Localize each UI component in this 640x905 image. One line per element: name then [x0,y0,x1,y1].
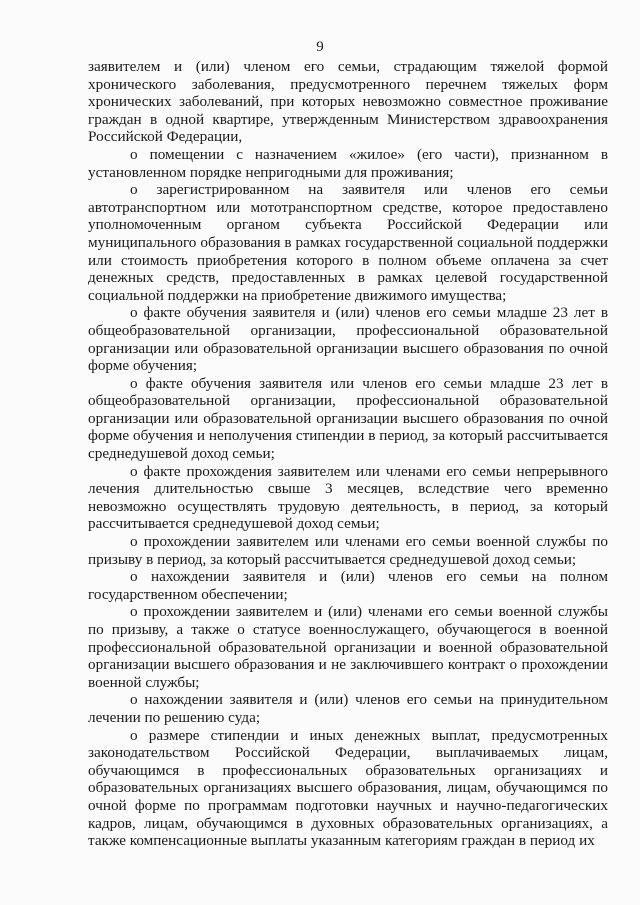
paragraph-conscript-service: о прохождении заявителем или членами его семьи военной службы по призыву в период, за который рассчитывается среднедушевой доход семьи; [88,533,608,568]
document-body [88,58,608,850]
paragraph-continuous-treatment: о факте прохождения заявителем или членами его семьи непрерывного лечения длительностью свыше 3 месяцев, вследствие чего временно невозможно осуществлять трудовую деятельность, в период, за который рассчитывается среднедушевой доход семьи; [88,462,608,533]
paragraph-stipend-amount: о размере стипендии и иных денежных выплат, предусмотренных законодательством Российской Федерации, выплачиваемых лицам, обучающимся в профессиональных образовательных организациях и образовательных организациях высшего образования, лицам, обучающимся по очной форме по программам подготовки научных и научно-педагогических кадров, лицам, обучающимся в духовных образовательных организациях, а также компенсационные выплаты указанным категориям граждан в период их [88,726,608,850]
paragraph-full-time-study: о факте обучения заявителя и (или) членов его семьи младше 23 лет в общеобразовательной организации, профессиональной образовательной организации или образовательной организации высшего образования по очной форме обучения; [88,304,608,375]
paragraph-compulsory-treatment: о нахождении заявителя и (или) членов его семьи на принудительном лечении по решению суда; [88,691,608,726]
paragraph-continuation: заявителем и (или) членом его семьи, страдающим тяжелой формой хронического заболевания, предусмотренного перечнем тяжелых форм хронических заболеваний, при которых невозможно совместное проживание граждан в одной квартире, утвержденным Министерством здравоохранения Российской Федерации, [88,58,608,146]
page-number: 9 [316,39,324,55]
paragraph-unfit-premises: о помещении с назначением «жилое» (его части), признанном в установленном порядке непригодными для проживания; [88,145,608,181]
paragraph-vehicle: о зарегистрированном на заявителя или членов его семьи автотранспортном или мототранспортном средстве, которое предоставлено уполномоченным органом субъекта Российской Федерации или муниципального образования в рамках государственной социальной поддержки или стоимость приобретения которого в полном объеме оплачена за счет денежных средств, предоставленных в рамках целевой государственной социальной поддержки на приобретение движимого имущества; [88,181,608,304]
paragraph-military-status: о прохождении заявителем и (или) членами его семьи военной службы по призыву, а также о статусе военнослужащего, обучающегося в военной профессиональной образовательной организации и военной образовательной организации высшего образования и не заключившего контракт о прохождении военной службы; [88,603,608,691]
paragraph-study-no-stipend: о факте обучения заявителя или членов его семьи младше 23 лет в общеобразовательной организации, профессиональной образовательной организации или образовательной организации высшего образования по очной форме обучения и неполучения стипендии в период, за который рассчитывается среднедушевой доход семьи; [88,374,608,463]
paragraph-state-support: о нахождении заявителя и (или) членов его семьи на полном государственном обеспечении; [88,568,608,603]
